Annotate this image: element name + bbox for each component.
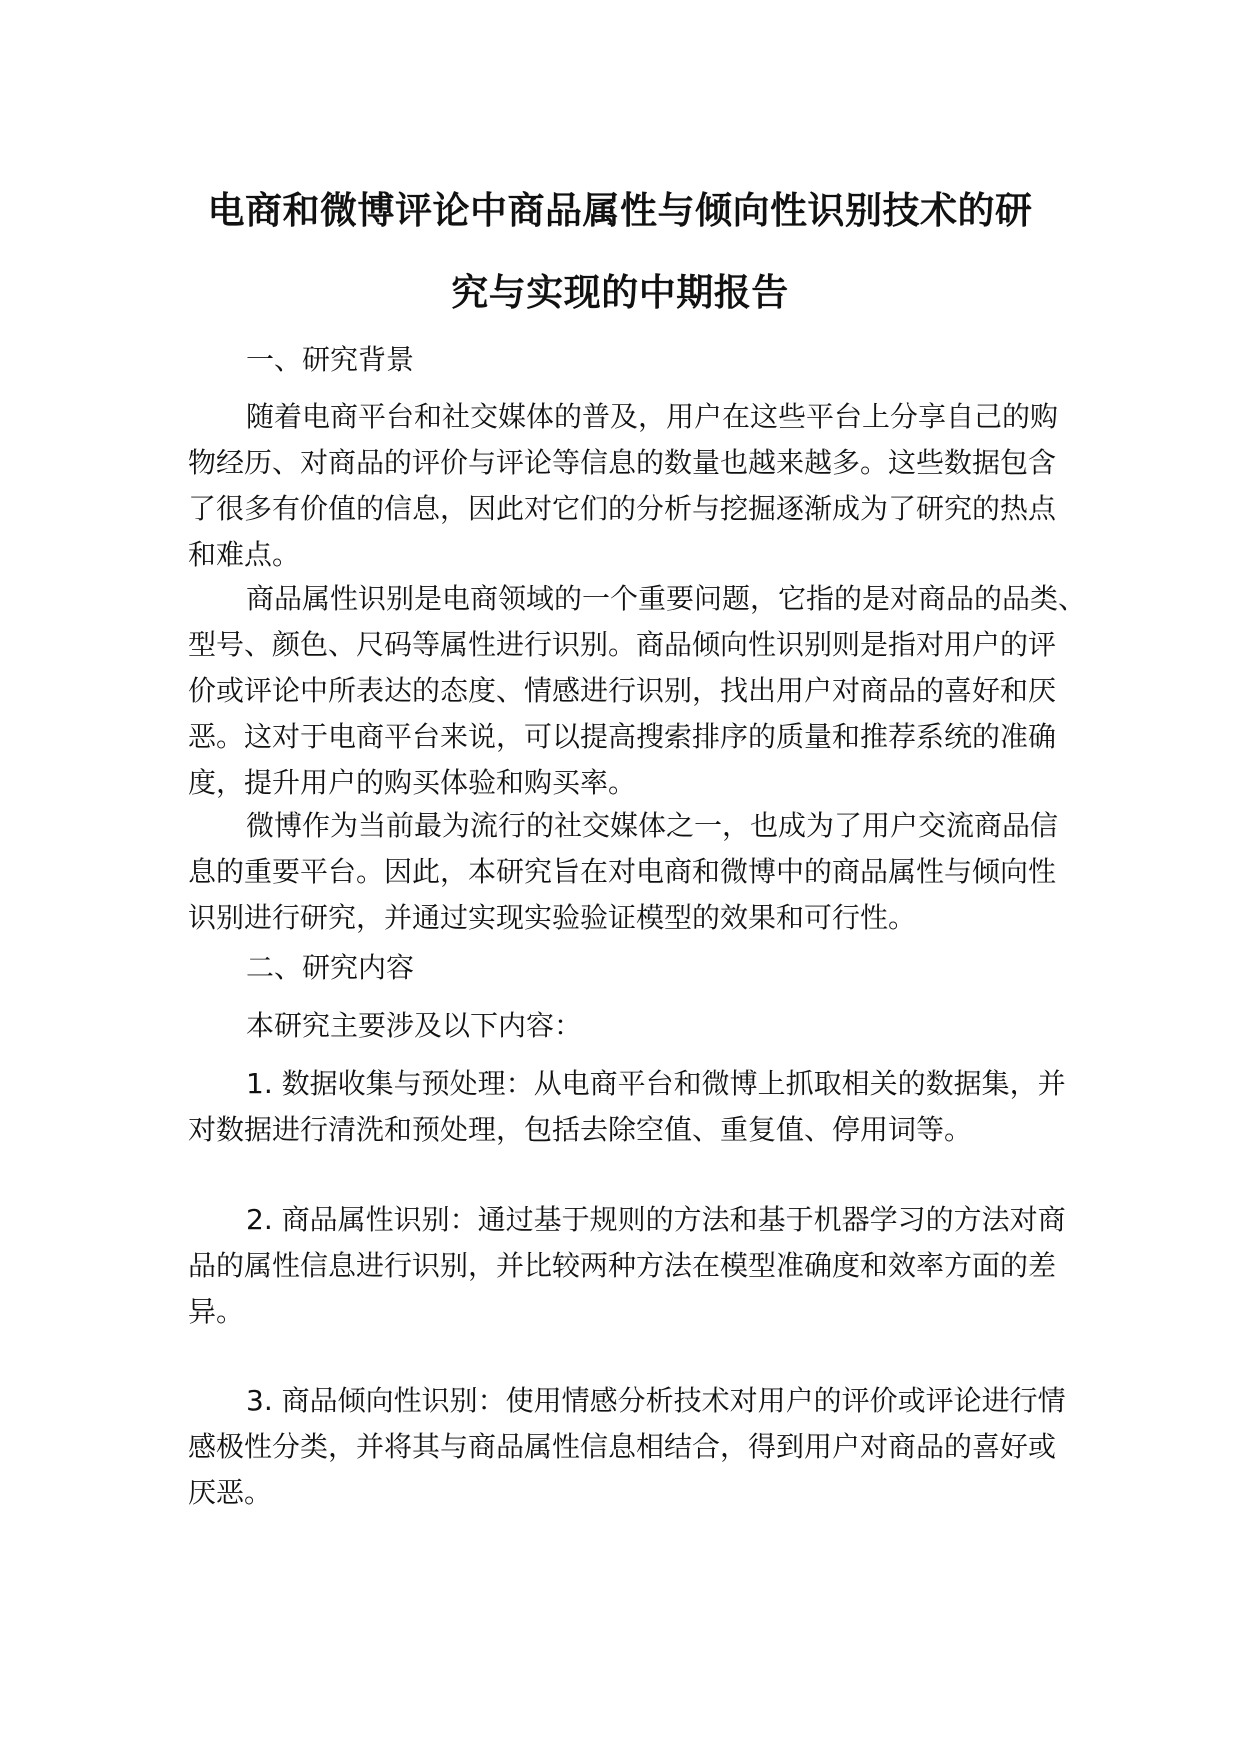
paragraph-line: 对数据进行清洗和预处理，包括去除空值、重复值、停用词等。 [188, 1113, 973, 1146]
paragraph-line: 了很多有价值的信息，因此对它们的分析与挖掘逐渐成为了研究的热点 [188, 492, 1057, 525]
paragraph-line: 厌恶。 [188, 1476, 273, 1509]
paragraph-line: 2. 商品属性识别：通过基于规则的方法和基于机器学习的方法对商 [246, 1203, 1066, 1236]
document-title-line-2: 究与实现的中期报告 [451, 271, 789, 314]
content-item-1 [188, 1061, 1073, 1153]
paragraph-line: 品的属性信息进行识别，并比较两种方法在模型准确度和效率方面的差 [188, 1249, 1057, 1282]
section-heading-content: 二、研究内容 [246, 951, 415, 984]
section-heading-background: 一、研究背景 [246, 343, 415, 376]
document-title-line-1: 电商和微博评论中商品属性与倾向性识别技术的研 [207, 189, 1033, 232]
paragraph-line: 物经历、对商品的评价与评论等信息的数量也越来越多。这些数据包含 [188, 446, 1057, 479]
content-item-3 [188, 1378, 1073, 1516]
content-intro: 本研究主要涉及以下内容： [246, 1009, 583, 1042]
paragraph-line: 1. 数据收集与预处理：从电商平台和微博上抓取相关的数据集，并 [246, 1067, 1066, 1100]
paragraph-line: 感极性分类，并将其与商品属性信息相结合，得到用户对商品的喜好或 [188, 1430, 1057, 1463]
paragraph-background-2 [188, 576, 1087, 806]
paragraph-line: 度，提升用户的购买体验和购买率。 [188, 766, 637, 799]
paragraph-line: 价或评论中所表达的态度、情感进行识别，找出用户对商品的喜好和厌 [188, 674, 1057, 707]
content-item-2 [188, 1197, 1073, 1335]
paragraph-line: 微博作为当前最为流行的社交媒体之一，也成为了用户交流商品信 [246, 809, 1059, 842]
paragraph-line: 和难点。 [188, 538, 301, 571]
paragraph-line: 息的重要平台。因此，本研究旨在对电商和微博中的商品属性与倾向性 [188, 855, 1057, 888]
paragraph-line: 识别进行研究，并通过实现实验验证模型的效果和可行性。 [188, 901, 917, 934]
paragraph-line: 3. 商品倾向性识别：使用情感分析技术对用户的评价或评论进行情 [246, 1384, 1066, 1417]
paragraph-line: 型号、颜色、尺码等属性进行识别。商品倾向性识别则是指对用户的评 [188, 628, 1057, 661]
paragraph-line: 异。 [188, 1295, 245, 1328]
paragraph-line: 随着电商平台和社交媒体的普及，用户在这些平台上分享自己的购 [246, 400, 1059, 433]
paragraph-background-3 [188, 803, 1073, 941]
paragraph-background-1 [188, 394, 1073, 578]
paragraph-line: 恶。这对于电商平台来说，可以提高搜索排序的质量和推荐系统的准确 [188, 720, 1057, 753]
paragraph-line: 商品属性识别是电商领域的一个重要问题，它指的是对商品的品类、 [246, 582, 1087, 615]
